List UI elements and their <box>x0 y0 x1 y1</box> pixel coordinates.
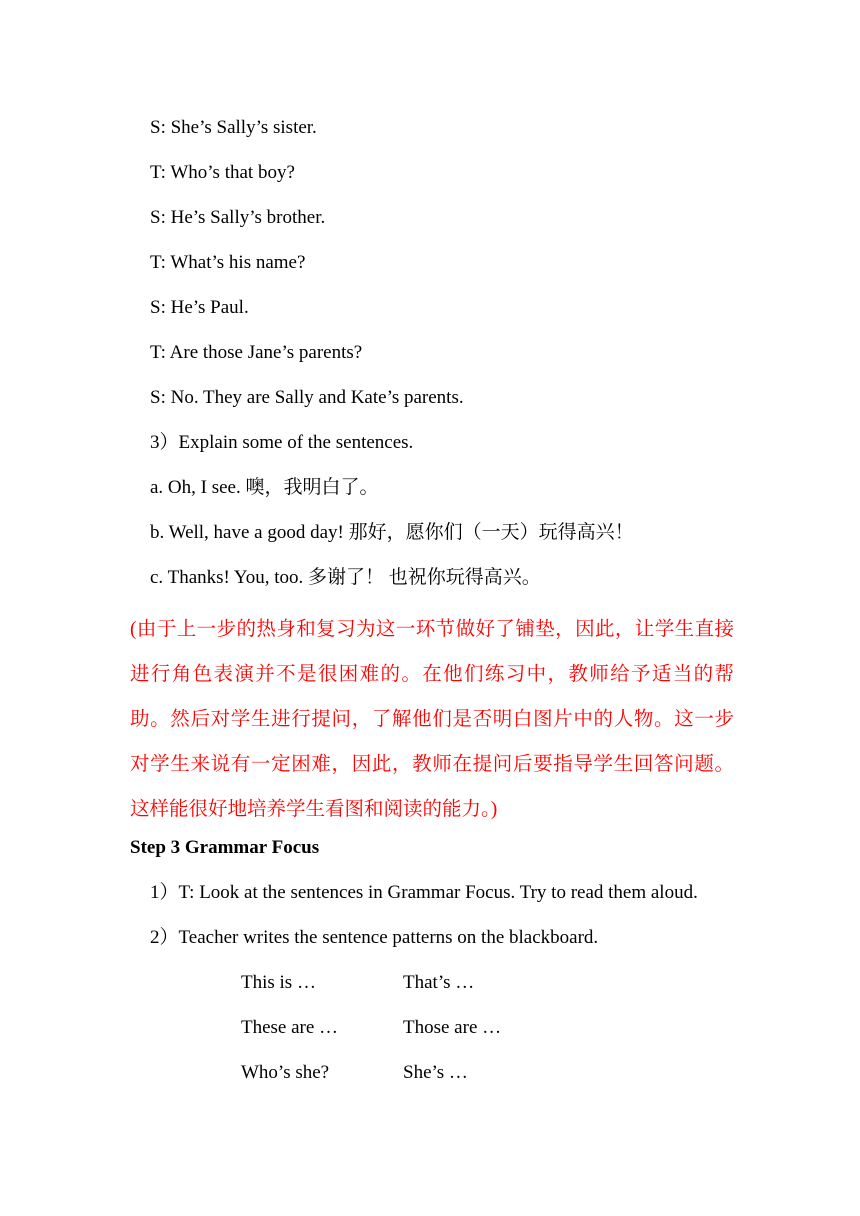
teaching-note: (由于上一步的热身和复习为这一环节做好了铺垫，因此，让学生直接进行角色表演并不是很困难的。在他们练习中，教师给予适当的帮助。然后对学生进行提问，了解他们是否明白图片中的人物。这一步对学生来说有一定困难，因此，教师在提问后要指导学生回答问题。这样能很好地培养学生看图和阅读的能力。) <box>130 619 734 820</box>
dialogue-line: S: No. They are Sally and Kate’s parents. <box>150 387 464 408</box>
dialogue-line: S: He’s Sally’s brother. <box>150 207 326 228</box>
dialogue-line: T: What’s his name? <box>150 252 306 273</box>
pattern-right: That’s … <box>403 972 475 993</box>
explanation-line: c. Thanks! You, too. 多谢了！ 也祝你玩得高兴。 <box>150 567 541 588</box>
explanation-line: a. Oh, I see. 噢，我明白了。 <box>150 477 379 498</box>
pattern-left: These are … <box>241 1017 339 1038</box>
dialogue-line: T: Are those Jane’s parents? <box>150 342 363 363</box>
pattern-right: Those are … <box>403 1017 502 1038</box>
explain-title: 3）Explain some of the sentences. <box>150 432 414 453</box>
dialogue-line: S: He’s Paul. <box>150 297 249 318</box>
dialogue-line: S: She’s Sally’s sister. <box>150 117 317 138</box>
step3-item: 1）T: Look at the sentences in Grammar Focus. Try to read them aloud. <box>150 882 698 903</box>
pattern-left: This is … <box>241 972 316 993</box>
step3-heading: Step 3 Grammar Focus <box>130 837 320 858</box>
explanation-line: b. Well, have a good day! 那好，愿你们（一天）玩得高兴！ <box>150 522 634 543</box>
dialogue-line: T: Who’s that boy? <box>150 162 295 183</box>
step3-item: 2）Teacher writes the sentence patterns on the blackboard. <box>150 927 599 948</box>
pattern-left: Who’s she? <box>241 1062 330 1083</box>
pattern-right: She’s … <box>403 1062 468 1083</box>
